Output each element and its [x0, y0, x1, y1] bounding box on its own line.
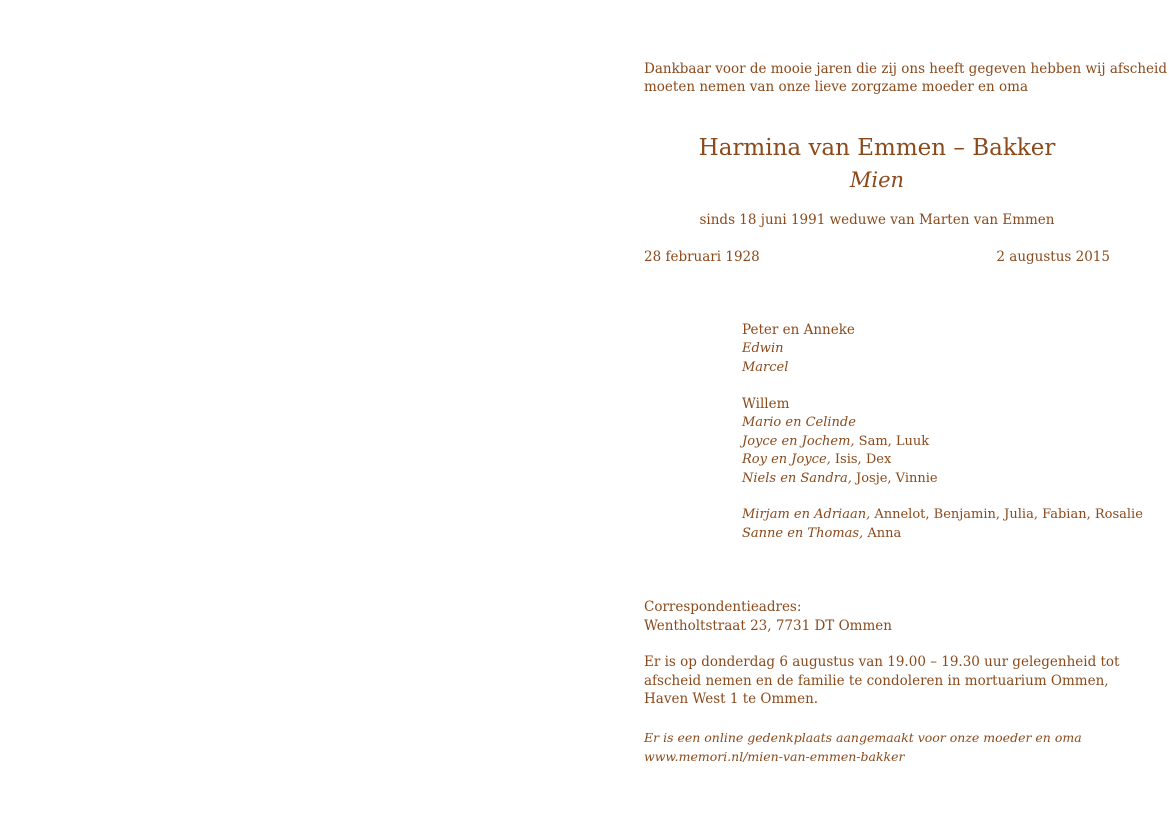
family-list [742, 321, 1143, 561]
deceased-nickname: Mien [849, 168, 905, 192]
family-member [742, 506, 1143, 525]
family-member [742, 433, 1122, 452]
deceased-name: Harmina van Emmen – Bakker [698, 135, 1056, 161]
intro-line-1: Dankbaar voor de mooie jaren die zij ons heeft gegeven hebben wij afscheid [644, 61, 1168, 77]
online-memorial-text: Er is een online gedenkplaats aangemaakt voor onze moeder en oma [644, 730, 1082, 745]
birth-date: 28 februari 1928 [644, 249, 760, 265]
family-member [742, 525, 1122, 544]
correspondence-block [644, 598, 892, 635]
family-couple: Joyce en Jochem, [742, 433, 855, 449]
family-couple: Roy en Joyce, [742, 452, 831, 467]
widow-line: sinds 18 juni 1991 weduwe van Marten van Emmen [699, 212, 1055, 228]
family-member [742, 470, 1122, 489]
intro-line-2: moeten nemen van onze lieve zorgzame moeder en oma [644, 79, 1029, 95]
visitation-line-1: Er is op donderdag 6 augustus van 19.00 – 19.30 uur gelegenheid tot [644, 654, 1120, 670]
family-couple: Mario en Celinde [742, 415, 856, 430]
family-children: Isis, Dex [834, 452, 892, 467]
family-member [742, 414, 1122, 433]
correspondence-label: Correspondentieadres: [644, 599, 802, 615]
online-memorial-block [644, 728, 1082, 766]
family-group-1 [742, 321, 1122, 377]
family-member: Edwin [742, 341, 784, 356]
family-member [742, 451, 1122, 470]
family-children: Sam, Luuk [858, 433, 930, 449]
visitation-line-2: afscheid nemen en de familie te condoleren in mortuarium Ommen, [644, 672, 1109, 689]
family-children: Josje, Vinnie [855, 470, 938, 486]
family-couple: Sanne en Thomas, [742, 525, 864, 541]
family-couple: Mirjam en Adriaan, [742, 507, 871, 522]
family-group-head: Peter en Anneke [742, 322, 855, 338]
visitation-block [644, 653, 1120, 709]
intro-text [644, 60, 1168, 96]
family-group-2 [742, 395, 1122, 488]
correspondence-address: Wentholtstraat 23, 7731 DT Ommen [644, 617, 892, 634]
death-date: 2 augustus 2015 [996, 249, 1110, 265]
family-children: Annelot, Benjamin, Julia, Fabian, Rosalie [874, 507, 1143, 522]
family-group-head: Willem [742, 396, 790, 412]
family-group-3 [742, 506, 1143, 543]
online-memorial-url: www.memori.nl/mien-van-emmen-bakker [644, 749, 905, 764]
family-children: Anna [867, 525, 902, 541]
family-couple: Niels en Sandra, [742, 470, 852, 486]
visitation-line-3: Haven West 1 te Ommen. [644, 691, 819, 707]
family-member: Marcel [742, 359, 789, 375]
